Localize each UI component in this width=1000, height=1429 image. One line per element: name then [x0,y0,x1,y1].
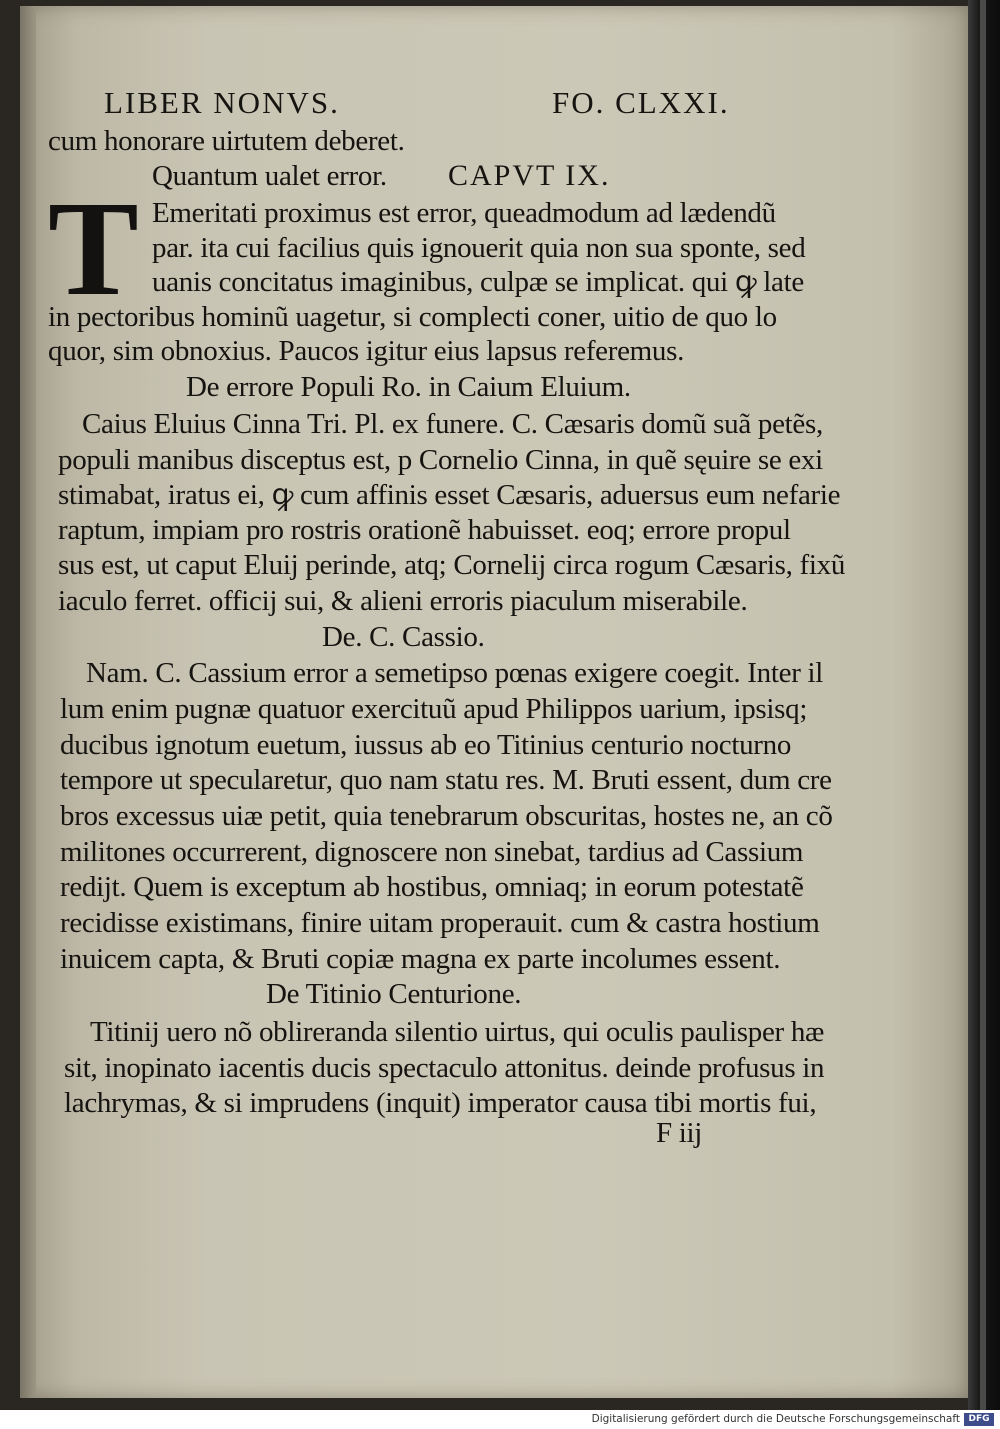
scanner-edge-strip [980,0,986,1410]
text-line: recidisse existimans, finire uitam properauit. cum & castra hostium [60,907,820,939]
chapter-heading: CAPVT IX. [448,159,611,192]
text-line: in pectoribus hominũ uagetur, si complecti coner, uitio de quo lo [48,301,777,333]
text-line: bros excessus uiæ petit, quia tenebrarum obscuritas, hostes ne, an cõ [60,800,833,832]
text-line: lachrymas, & si imprudens (inquit) imperator causa tibi mortis fui, [64,1087,817,1119]
text-line: stimabat, iratus ei, ꝙ cum affinis esset Cæsaris, aduersus eum nefarie [58,479,841,511]
text-line: tempore ut specularetur, quo nam statu res. M. Bruti essent, dum cre [60,764,832,796]
text-line: sus est, ut caput Eluij perinde, atq; Cornelij circa rogum Cæsaris, fixũ [58,549,846,581]
digitization-footer [0,1410,1000,1429]
dfg-logo: DFG [964,1413,994,1426]
text-line: cum honorare uirtutem deberet. [48,125,405,157]
signature-mark: F iij [656,1117,703,1149]
text-line: populi manibus disceptus est, p Cornelio Cinna, in quẽ sęuire se exi [58,444,823,476]
text-line: Caius Eluius Cinna Tri. Pl. ex funere. C. Cæsaris domũ suã petẽs, [82,408,823,440]
text-line: quor, sim obnoxius. Paucos igitur eius lapsus referemus. [48,335,685,367]
section-heading: De. C. Cassio. [322,621,485,653]
page-text [20,6,968,1398]
section-heading: De errore Populi Ro. in Caium Eluium. [186,371,631,403]
text-line: iaculo ferret. officij sui, & alieni erroris piaculum miserabile. [58,585,748,617]
text-line: inuicem capta, & Bruti copiæ magna ex parte incolumes essent. [60,943,781,975]
text-line: raptum, impiam pro rostris orationẽ habuisset. eoq; errore propul [58,514,791,546]
running-head-left: LIBER NONVS. [104,85,340,120]
scanner-edge-bar [968,0,1000,1410]
section-heading: De Titinio Centurione. [266,978,522,1010]
section-subtitle: Quantum ualet error. [152,160,387,192]
text-line: militones occurrerent, dignoscere non sinebat, tardius ad Cassium [60,836,804,868]
funding-credit: Digitalisierung gefördert durch die Deutsche Forschungsgemeinschaft [591,1413,960,1425]
folio-number: FO. CLXXI. [552,85,730,120]
text-line: uanis concitatus imaginibus, culpæ se implicat. qui ꝙ late [152,266,804,298]
text-line: lum enim pugnæ quatuor exercituũ apud Philippos uarium, ipsisq; [60,693,808,725]
text-line: Nam. C. Cassium error a semetipso pœnas exigere coegit. Inter il [86,657,824,689]
text-line: Titinij uero nõ oblireranda silentio uirtus, qui oculis paulisper hæ [90,1016,825,1048]
text-line: redijt. Quem is exceptum ab hostibus, omniaq; in eorum potestatẽ [60,871,804,903]
text-line: Emeritati proximus est error, queadmodum ad lædendũ [152,197,776,229]
text-line: ducibus ignotum euetum, iussus ab eo Titinius centurio nocturno [60,729,792,761]
book-page [20,6,968,1398]
text-line: par. ita cui facilius quis ignouerit quia non sua sponte, sed [152,232,806,264]
drop-capital: T [48,174,139,324]
text-line: sit, inopinato iacentis ducis spectaculo attonitus. deinde profusus in [64,1052,825,1084]
